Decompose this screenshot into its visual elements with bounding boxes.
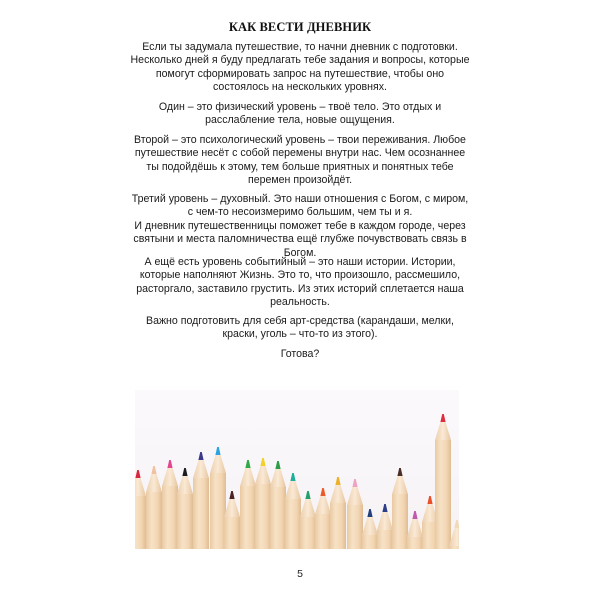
pencil	[362, 509, 378, 549]
page-number: 5	[297, 568, 303, 580]
pencil	[315, 488, 331, 549]
text-line: расторгало, заставило грустить. Из этих историй сплетается наша	[136, 282, 464, 295]
pencil	[392, 468, 408, 549]
paragraph-intro	[130, 41, 470, 95]
text-line: Богом.	[283, 246, 317, 259]
text-line: Важно подготовить для себя арт-средства (карандаши, мелки,	[146, 315, 454, 327]
text-line: с чем-то несоизмеримо большим, чем ты и я.	[187, 206, 413, 219]
pencil	[435, 414, 451, 549]
text-line: состоялось на нескольких уровнях.	[213, 81, 387, 94]
pencil	[300, 491, 316, 549]
paragraph-physical-level	[130, 101, 470, 128]
text-line: святыни и места паломничества ещё глубже почувствовать связь в	[133, 233, 467, 246]
text-line: А ещё есть уровень событийный – это наши истории. Истории,	[144, 256, 456, 268]
text-line: перемен произойдёт.	[247, 174, 353, 187]
paragraph-ready-question	[130, 348, 470, 361]
pencil	[162, 460, 178, 549]
text-line: путешествие несёт с собой перемены внутри нас. Чем осознаннее	[134, 147, 466, 160]
text-line: Готова?	[280, 348, 320, 360]
pencil	[224, 491, 240, 549]
paragraph-spiritual-level	[130, 193, 470, 260]
pencil	[377, 504, 393, 549]
paragraph-event-level	[130, 256, 470, 310]
text-line: Третий уровень – духовный. Это наши отношения с Богом, с миром,	[131, 193, 469, 205]
pencil	[407, 511, 423, 549]
pencil	[210, 447, 226, 549]
pencil	[193, 452, 209, 549]
pencil	[146, 466, 162, 549]
text-line: реальность.	[270, 296, 330, 309]
text-line: Если ты задумала путешествие, то начни дневник с подготовки.	[142, 41, 458, 53]
pencil	[347, 479, 363, 549]
text-line: которые наполняют Жизнь. Это то, что произошло, рассмешило,	[139, 269, 461, 282]
pencil	[135, 470, 146, 549]
pencil	[255, 458, 271, 549]
text-line: Несколько дней я буду предлагать тебе задания и вопросы, которые	[130, 54, 470, 67]
paragraph-art-supplies	[130, 315, 470, 342]
pencil	[285, 473, 301, 549]
page-title: КАК ВЕСТИ ДНЕВНИК	[228, 20, 372, 34]
pencils-illustration	[135, 390, 459, 549]
text-line: расслабление тела, новые ощущения.	[205, 114, 395, 127]
text-line: Второй – это психологический уровень – твои переживания. Любое	[134, 134, 466, 146]
paragraph-psychological-level	[130, 134, 470, 188]
text-line: ты подойдёшь к этому, тем больше приятных и понятных тебе	[146, 160, 454, 173]
pencil	[240, 460, 256, 549]
colored-pencils-photo	[135, 390, 459, 549]
text-line: И дневник путешественницы поможет тебе в каждом городе, через	[134, 219, 466, 232]
pencil	[330, 477, 346, 549]
text-line: помогут сформировать запрос на путешествие, чтобы оно	[155, 67, 445, 80]
text-line: краски, уголь – что-то из этого).	[222, 328, 378, 341]
pencil	[177, 468, 193, 549]
pencil	[270, 461, 286, 549]
text-line: Один – это физический уровень – твоё тело. Это отдых и	[158, 101, 442, 113]
